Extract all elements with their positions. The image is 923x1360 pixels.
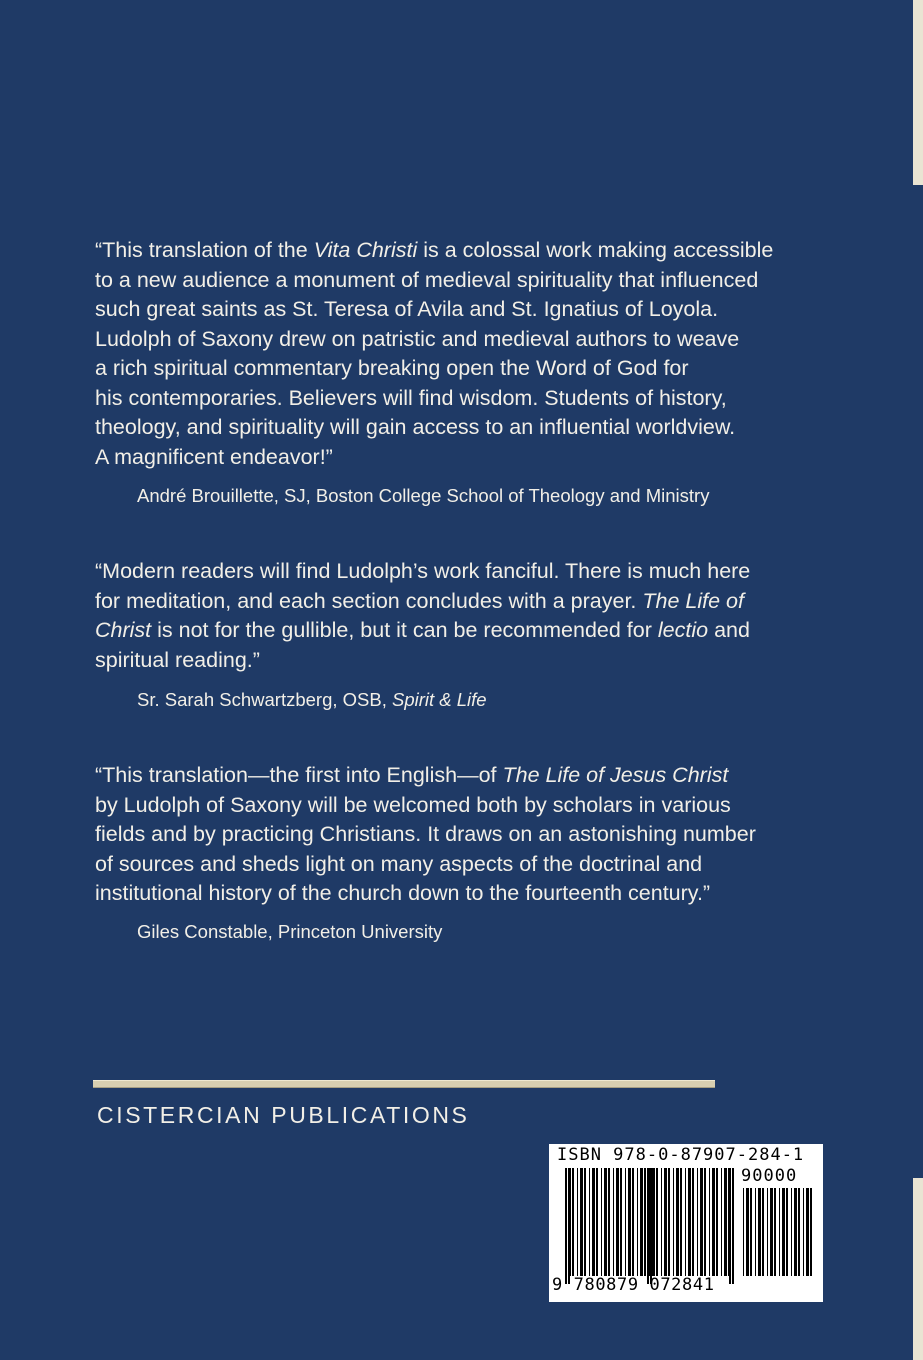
- barcode-bar: [750, 1188, 752, 1276]
- review-attribution-1: André Brouillette, SJ, Boston College School of Theology and Ministry: [137, 485, 710, 506]
- barcode-bar: [613, 1168, 614, 1276]
- barcode-bar: [700, 1168, 703, 1276]
- barcode-bar: [806, 1188, 809, 1276]
- barcode-bar: [673, 1168, 674, 1276]
- barcode-bar: [709, 1168, 710, 1276]
- barcode-bar: [721, 1168, 722, 1276]
- cover-edge-strip-top: [913, 0, 923, 185]
- quote-line: A magnificent endeavor!”: [95, 444, 333, 469]
- barcode-guard-bar: [729, 1168, 731, 1284]
- barcode-bar: [798, 1188, 800, 1276]
- barcode-bar: [596, 1168, 598, 1276]
- barcode-bar: [803, 1188, 804, 1276]
- barcode-bar: [688, 1168, 691, 1276]
- barcode-bar: [628, 1168, 631, 1276]
- quote-line: institutional history of the church down to the fourteenth century.”: [95, 881, 711, 905]
- barcode-bar: [668, 1168, 670, 1276]
- quote-line: his contemporaries. Believers will find wisdom. Students of history,: [95, 385, 727, 410]
- barcode-bar: [743, 1188, 744, 1276]
- barcode-bar: [762, 1188, 764, 1276]
- barcode-bar: [608, 1168, 610, 1276]
- barcode-bar: [680, 1168, 682, 1276]
- barcode-guard-bar: [647, 1168, 649, 1284]
- barcode-bar: [704, 1168, 706, 1276]
- quote-line: such great saints as St. Teresa of Avila and St. Ignatius of Loyola.: [95, 297, 719, 321]
- quote-line: fields and by practicing Christians. It draws on an astonishing number: [95, 822, 756, 846]
- quote-line: “Modern readers will find Ludolph’s work fanciful. There is much here: [95, 559, 751, 583]
- quote-line: of sources and sheds light on many aspects of the doctrinal and: [95, 851, 703, 876]
- review-quote-3: [95, 761, 785, 909]
- barcode-bar: [779, 1188, 780, 1276]
- barcode-bar: [601, 1168, 602, 1276]
- review-attribution-3: Giles Constable, Princeton University: [137, 921, 443, 942]
- quote-line: Ludolph of Saxony drew on patristic and medieval authors to weave: [95, 326, 740, 351]
- barcode-bar: [604, 1168, 607, 1276]
- barcode-bar: [697, 1168, 698, 1276]
- quote-line: by Ludolph of Saxony will be welcomed both by scholars in various: [95, 792, 731, 817]
- barcode-bar: [620, 1168, 622, 1276]
- barcode-guard-bar: [732, 1168, 734, 1284]
- quote-line: for meditation, and each section concludes with a prayer. The Life of: [95, 588, 744, 613]
- barcode-bar: [584, 1168, 586, 1276]
- quote-line: “This translation—the first into English—of The Life of Jesus Christ: [95, 763, 729, 787]
- review-quote-2: [95, 557, 785, 675]
- barcode-bar: [767, 1188, 768, 1276]
- barcode-guard-bar: [568, 1168, 570, 1284]
- barcode-bar: [632, 1168, 634, 1276]
- publisher-name: CISTERCIAN PUBLICATIONS: [97, 1102, 470, 1128]
- isbn-barcode: [549, 1144, 823, 1302]
- barcode-bar: [758, 1188, 761, 1276]
- barcode-bar: [649, 1168, 650, 1276]
- cover-edge-strip-bottom: [913, 1178, 923, 1360]
- divider-rule: [93, 1080, 715, 1088]
- quote-line: Christ is not for the gullible, but it can be recommended for lectio and: [95, 618, 750, 642]
- barcode-bar: [755, 1188, 756, 1276]
- barcode-bar: [716, 1168, 718, 1276]
- barcode-bar: [712, 1168, 715, 1276]
- barcode-bar: [782, 1188, 785, 1276]
- barcode-bar: [616, 1168, 619, 1276]
- barcode-bar: [685, 1168, 686, 1276]
- quote-line: to a new audience a monument of medieval spirituality that influenced: [95, 267, 759, 292]
- barcode-bar: [692, 1168, 694, 1276]
- barcode-bar: [794, 1188, 797, 1276]
- barcode-guard-bar: [565, 1168, 567, 1284]
- barcode-bar: [791, 1188, 792, 1276]
- barcode-bar: [640, 1168, 643, 1276]
- barcode-bar: [656, 1168, 658, 1276]
- barcode-bar: [774, 1188, 776, 1276]
- barcode-guard-bar: [650, 1168, 652, 1284]
- barcode-bar: [664, 1168, 667, 1276]
- review-quote-1: [95, 236, 785, 472]
- barcode-bar: [770, 1188, 773, 1276]
- barcode-bar: [644, 1168, 646, 1276]
- barcode-bar: [589, 1168, 590, 1276]
- barcode-bar: [572, 1168, 574, 1276]
- barcode-bar: [724, 1168, 727, 1276]
- ean-digits: 9 780879 072841: [552, 1275, 715, 1295]
- barcode-bar: [661, 1168, 662, 1276]
- quote-line: theology, and spirituality will gain access to an influential worldview.: [95, 415, 736, 439]
- quote-line: a rich spiritual commentary breaking open the Word of God for: [95, 356, 689, 380]
- barcode-bar: [746, 1188, 749, 1276]
- barcode-bar: [592, 1168, 595, 1276]
- barcode-bar: [577, 1168, 578, 1276]
- quote-line: spiritual reading.”: [95, 647, 260, 672]
- barcode-bar: [580, 1168, 583, 1276]
- barcode-bar: [676, 1168, 679, 1276]
- barcode-bar: [786, 1188, 788, 1276]
- review-attribution-2: Sr. Sarah Schwartzberg, OSB, Spirit & Life: [137, 689, 487, 710]
- barcode-bar: [625, 1168, 626, 1276]
- quote-line: “This translation of the Vita Christi is a colossal work making accessible: [95, 238, 774, 262]
- barcode-bar: [637, 1168, 638, 1276]
- barcode-bar: [810, 1188, 812, 1276]
- price-code: 90000: [741, 1166, 798, 1186]
- barcode-bar: [652, 1168, 655, 1276]
- isbn-label: ISBN 978-0-87907-284-1: [557, 1145, 805, 1165]
